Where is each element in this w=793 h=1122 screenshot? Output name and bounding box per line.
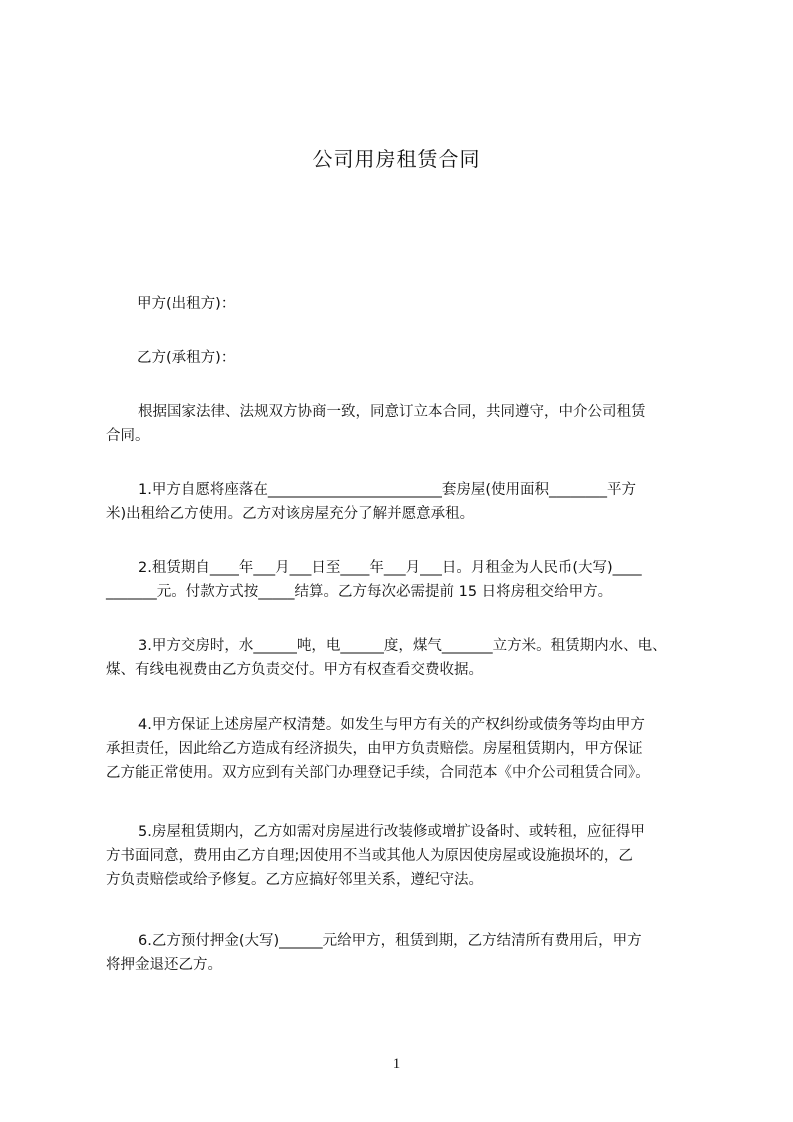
- clause-line: 3.甲方交房时，水______吨，电______度，煤气_______立方米。租赁期内水、电、: [138, 638, 667, 654]
- clause-4: [106, 713, 716, 785]
- intro-paragraph: [106, 400, 716, 448]
- clause-line: _______元。付款方式按_____结算。乙方每次必需提前 15 日将房租交给甲方。: [106, 584, 613, 600]
- clause-line: 5.房屋租赁期内，乙方如需对房屋进行改装修或增扩设备时、或转租，应征得甲: [138, 824, 645, 840]
- party-a-label: 甲方(出租方)：: [137, 296, 236, 312]
- clause-line: 煤、有线电视费由乙方负责交付。甲方有权查看交费收据。: [106, 662, 483, 678]
- clause-line: 方书面同意，费用由乙方自理;因使用不当或其他人为原因使房屋或设施损坏的，乙: [106, 848, 633, 864]
- party-b-label: 乙方(承租方)：: [137, 350, 236, 366]
- clause-2: [106, 556, 716, 604]
- clause-line: 将押金退还乙方。: [106, 957, 222, 973]
- clause-line: 方负责赔偿或给予修复。乙方应搞好邻里关系，遵纪守法。: [106, 872, 483, 888]
- clause-line: 2.租赁期自____年___月___日至____年___月___日。月租金为人民币(大写)____: [138, 560, 642, 576]
- clause-line: 4.甲方保证上述房屋产权清楚。如发生与甲方有关的产权纠纷或债务等均由甲方: [138, 717, 645, 733]
- clause-5: [106, 820, 716, 892]
- clause-1: [106, 478, 716, 526]
- page-number: 1: [392, 1056, 401, 1072]
- clause-line: 米)出租给乙方使用。乙方对该房屋充分了解并愿意承租。: [106, 506, 475, 522]
- clause-line: 承担责任，因此给乙方造成有经济损失，由甲方负责赔偿。房屋租赁期内，甲方保证: [106, 741, 643, 757]
- intro-line: 根据国家法律、法规双方协商一致，同意订立本合同，共同遵守，中介公司租赁: [138, 404, 646, 420]
- clause-line: 6.乙方预付押金(大写)______元给甲方，租赁到期，乙方结清所有费用后，甲方: [138, 933, 642, 949]
- clause-line: 1.甲方自愿将座落在________________________套房屋(使用面积________平方: [138, 482, 636, 498]
- intro-line: 合同。: [106, 428, 150, 444]
- clause-6: [106, 929, 716, 977]
- document-title: 公司用房租赁合同: [312, 147, 481, 171]
- clause-line: 乙方能正常使用。双方应到有关部门办理登记手续，合同范本《中介公司租赁合同》。: [106, 765, 650, 781]
- clause-3: [106, 634, 716, 682]
